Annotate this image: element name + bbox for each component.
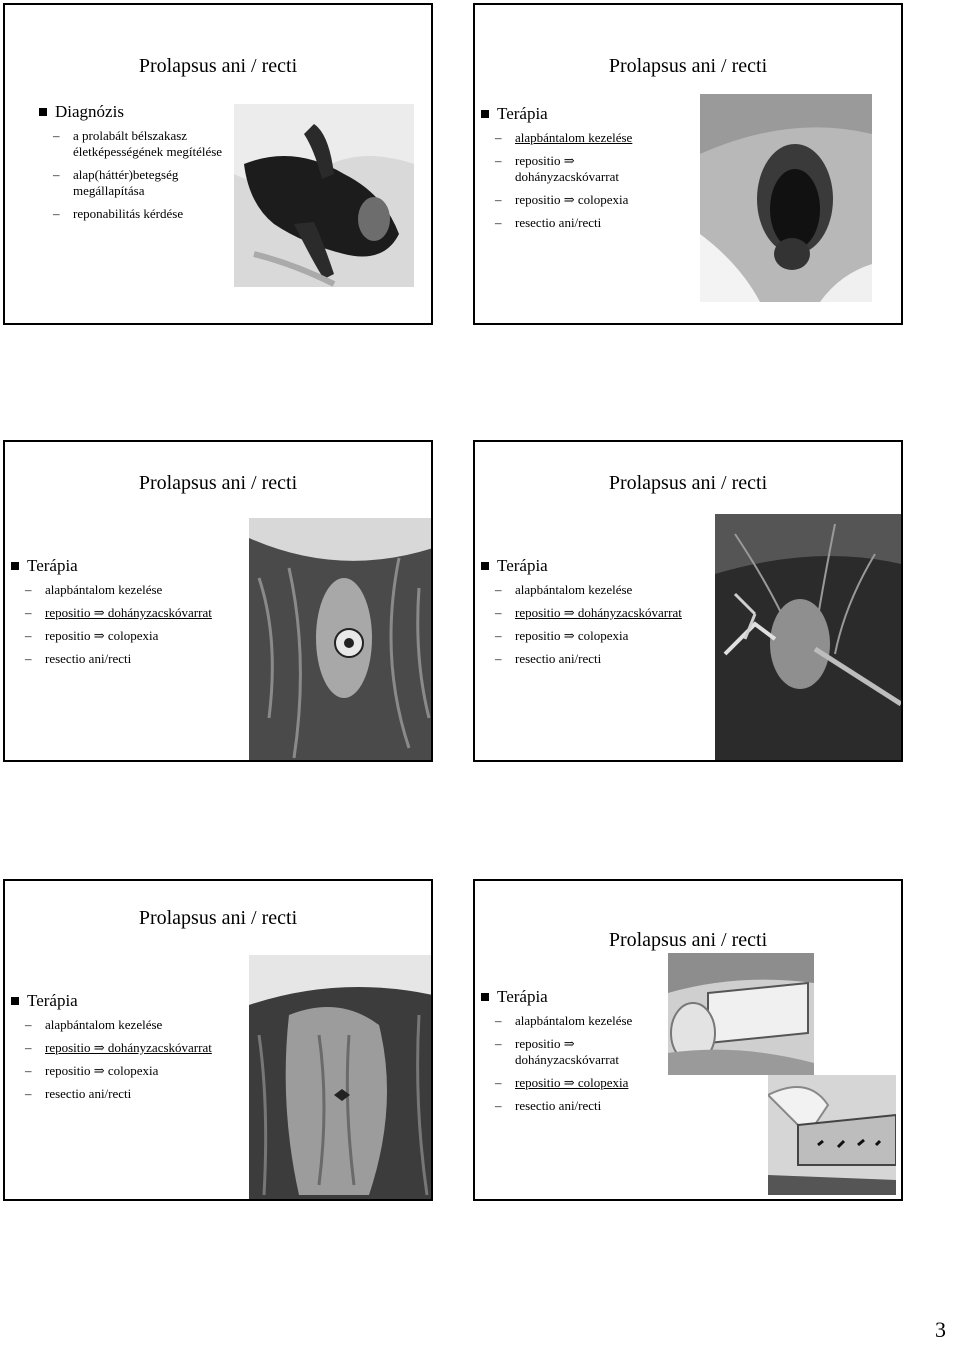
clinical-photo-colopexia-2 xyxy=(768,1075,896,1195)
sub-bullet-text: alapbántalom kezelése xyxy=(515,582,633,597)
slide-title: Prolapsus ani / recti xyxy=(138,472,298,494)
clinical-photo-suturing xyxy=(715,514,901,762)
bullet-heading: Terápia xyxy=(497,556,548,575)
sub-bullet-text: resectio ani/recti xyxy=(515,215,602,230)
sub-bullet xyxy=(11,1017,251,1033)
slide-title: Prolapsus ani / recti xyxy=(608,472,768,494)
sub-bullet-text: repositio ⇒ colopexia xyxy=(515,192,629,207)
slide-4 xyxy=(473,440,903,762)
sub-bullet-text: repositio ⇒ dohányzacskóvarrat xyxy=(515,153,619,184)
clinical-photo-purse-string xyxy=(249,518,433,762)
main-bullet xyxy=(481,987,671,1007)
main-bullet xyxy=(39,102,239,122)
dash-icon: – xyxy=(25,651,32,666)
sub-bullet xyxy=(481,628,721,644)
page-number: 3 xyxy=(935,1317,946,1342)
sub-bullet-text: repositio ⇒ colopexia xyxy=(45,628,159,643)
sub-bullet xyxy=(11,628,251,644)
sub-bullet-text: alapbántalom kezelése xyxy=(515,1013,633,1028)
slide-title: Prolapsus ani / recti xyxy=(608,929,768,951)
sub-bullet-text: a prolabált bélszakasz életképességének megítélése xyxy=(73,128,223,159)
dash-icon: – xyxy=(25,1017,32,1032)
sub-bullet xyxy=(481,215,691,231)
bullet-heading: Terápia xyxy=(497,987,548,1006)
square-bullet-icon xyxy=(481,993,489,1001)
sub-bullet-text: alapbántalom kezelése xyxy=(515,130,633,145)
dash-icon: – xyxy=(495,153,502,168)
dash-icon: – xyxy=(53,206,60,221)
sub-bullet xyxy=(481,651,721,667)
sub-bullet-text: alap(háttér)betegség megállapítása xyxy=(73,167,179,198)
clinical-photo-prolapse xyxy=(700,94,872,302)
sub-bullet xyxy=(481,130,691,146)
sub-bullet xyxy=(481,1075,671,1091)
sub-bullet-text: repositio ⇒ dohányzacskóvarrat xyxy=(515,1036,619,1067)
sub-bullet-text: resectio ani/recti xyxy=(45,651,132,666)
sub-bullet-text: repositio ⇒ colopexia xyxy=(45,1063,159,1078)
slide-5 xyxy=(3,879,433,1201)
bullet-list xyxy=(11,991,251,1109)
sub-bullet xyxy=(481,192,691,208)
dash-icon: – xyxy=(495,582,502,597)
sub-bullet xyxy=(481,1036,665,1068)
square-bullet-icon xyxy=(39,108,47,116)
dash-icon: – xyxy=(495,605,502,620)
dash-icon: – xyxy=(25,628,32,643)
sub-bullet xyxy=(11,1040,251,1056)
sub-bullet xyxy=(481,153,665,185)
slide-2 xyxy=(473,3,903,325)
sub-bullet xyxy=(39,128,239,160)
slide-1 xyxy=(3,3,433,325)
sub-bullet-text: repositio ⇒ dohányzacskóvarrat xyxy=(45,1040,212,1055)
dash-icon: – xyxy=(25,582,32,597)
main-bullet xyxy=(481,104,691,124)
square-bullet-icon xyxy=(11,997,19,1005)
bullet-heading: Terápia xyxy=(27,556,78,575)
slide-title: Prolapsus ani / recti xyxy=(608,55,768,77)
sub-bullet-text: alapbántalom kezelése xyxy=(45,1017,163,1032)
dash-icon: – xyxy=(53,167,60,182)
bullet-list xyxy=(481,556,721,674)
sub-bullet-text: resectio ani/recti xyxy=(515,651,602,666)
sub-bullet xyxy=(481,1098,671,1114)
slide-3 xyxy=(3,440,433,762)
main-bullet xyxy=(11,991,251,1011)
sub-bullet-text: resectio ani/recti xyxy=(45,1086,132,1101)
dash-icon: – xyxy=(495,130,502,145)
dash-icon: – xyxy=(25,1040,32,1055)
sub-bullet-text: repositio ⇒ dohányzacskóvarrat xyxy=(45,605,212,620)
sub-bullet-text: repositio ⇒ colopexia xyxy=(515,1075,629,1090)
sub-bullet-text: resectio ani/recti xyxy=(515,1098,602,1113)
sub-bullet xyxy=(11,605,251,621)
sub-bullet xyxy=(11,1063,251,1079)
sub-bullet xyxy=(39,167,239,199)
bullet-heading: Diagnózis xyxy=(55,102,124,121)
sub-bullet xyxy=(39,206,239,222)
bullet-heading: Terápia xyxy=(497,104,548,123)
square-bullet-icon xyxy=(11,562,19,570)
dash-icon: – xyxy=(495,651,502,666)
main-bullet xyxy=(11,556,251,576)
bullet-list xyxy=(481,104,691,238)
main-bullet xyxy=(481,556,721,576)
dash-icon: – xyxy=(495,215,502,230)
dash-icon: – xyxy=(495,192,502,207)
clinical-photo-dog xyxy=(234,104,414,287)
bullet-list xyxy=(39,102,239,229)
sub-bullet xyxy=(11,1086,251,1102)
sub-bullet-text: reponabilitás kérdése xyxy=(73,206,184,221)
sub-bullet xyxy=(481,1013,671,1029)
sub-bullet xyxy=(481,605,721,621)
dash-icon: – xyxy=(495,1013,502,1028)
sub-bullet-text: alapbántalom kezelése xyxy=(45,582,163,597)
dash-icon: – xyxy=(495,1075,502,1090)
sub-bullet xyxy=(481,582,721,598)
bullet-list xyxy=(481,987,671,1121)
sub-bullet-text: repositio ⇒ colopexia xyxy=(515,628,629,643)
dash-icon: – xyxy=(25,605,32,620)
dash-icon: – xyxy=(495,1098,502,1113)
sub-bullet xyxy=(11,651,251,667)
square-bullet-icon xyxy=(481,110,489,118)
bullet-list xyxy=(11,556,251,674)
dash-icon: – xyxy=(53,128,60,143)
slide-title: Prolapsus ani / recti xyxy=(138,55,298,77)
dash-icon: – xyxy=(495,1036,502,1051)
bullet-heading: Terápia xyxy=(27,991,78,1010)
dash-icon: – xyxy=(25,1086,32,1101)
slide-title: Prolapsus ani / recti xyxy=(138,907,298,929)
clinical-photo-colopexia-1 xyxy=(668,953,814,1075)
sub-bullet-text: repositio ⇒ dohányzacskóvarrat xyxy=(515,605,682,620)
slide-6 xyxy=(473,879,903,1201)
dash-icon: – xyxy=(495,628,502,643)
clinical-photo-sutured xyxy=(249,955,433,1201)
sub-bullet xyxy=(11,582,251,598)
dash-icon: – xyxy=(25,1063,32,1078)
square-bullet-icon xyxy=(481,562,489,570)
